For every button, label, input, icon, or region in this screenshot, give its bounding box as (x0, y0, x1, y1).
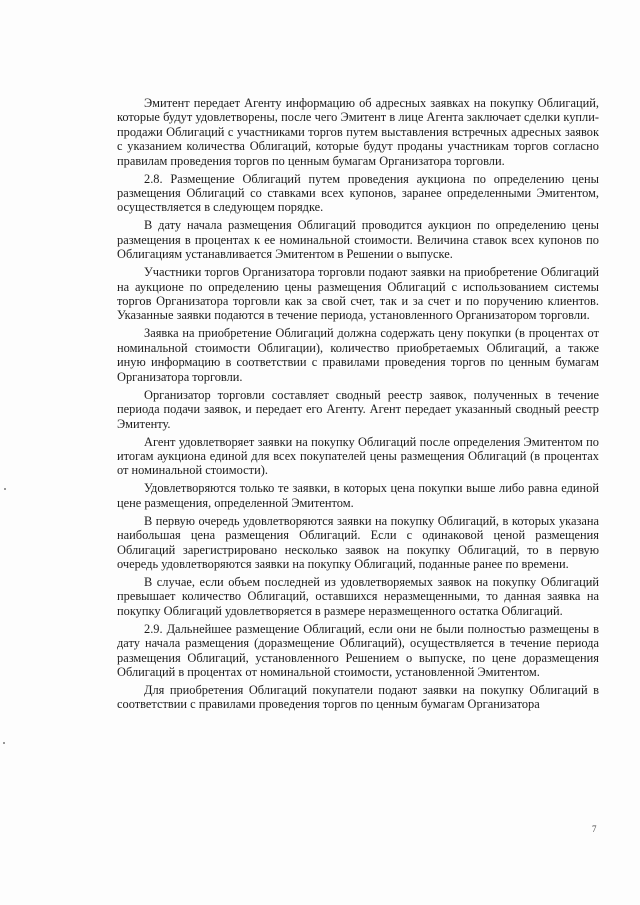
paragraph-agent-satisfies: Агент удовлетворяет заявки на покупку Облигаций после определения Эмитентом по итогам аукциона единой для всех покупателей цены размещения Облигаций (в процентах от номинальной стоимости). (117, 434, 599, 478)
paragraph-satisfied-only: Удовлетворяются только те заявки, в которых цена покупки выше либо равна единой цене размещения, определенной Эмитентом. (117, 481, 599, 510)
paragraph-purchase-orders: Для приобретения Облигаций покупатели подают заявки на покупку Облигаций в соответствии с правилами проведения торгов по ценным бумагам Организатора (117, 682, 599, 712)
paragraph-issuer-info: Эмитент передает Агенту информацию об адресных заявках на покупку Облигаций, которые будут удовлетворены, после чего Эмитент в лице Агента заключает сделки купли-продажи Облигаций с участниками торгов путем выставления встречных адресных заявок с указанием количества Облигаций, которые будут проданы участникам торгов согласно правилам проведения торгов по ценным бумагам Организатора торговли. (117, 96, 599, 168)
paragraph-2-8: 2.8. Размещение Облигаций путем проведения аукциона по определению цены размещения Облигаций со ставками всех купонов, заранее определенными Эмитентом, осуществляется в следующем порядке. (117, 171, 599, 215)
paragraph-summary-register: Организатор торговли составляет сводный реестр заявок, полученных в течение периода подачи заявок, и передает его Агенту. Агент передает указанный сводный реестр Эмитенту. (117, 387, 599, 431)
scan-speck (4, 488, 6, 490)
paragraph-2-9: 2.9. Дальнейшее размещение Облигаций, если они не были полностью размещены в дату начала размещения (доразмещение Облигаций), осуществляется в течение периода размещения Облигаций, установленного Решением о выпуске, по цене доразмещения Облигаций в процентах от номинальной стоимости, установленной Эмитентом. (117, 621, 599, 679)
document-body (117, 96, 599, 715)
paragraph-participants: Участники торгов Организатора торговли подают заявки на приобретение Облигаций на аукционе по определению цены размещения Облигаций с использованием системы торгов Организатора торговли как за свой счет, так и за счет и по поручению клиентов. Указанные заявки подаются в течение периода, установленного Организатором торговли. (117, 265, 599, 323)
paragraph-first-priority: В первую очередь удовлетворяются заявки на покупку Облигаций, в которых указана наибольшая цена размещения Облигаций. Если с одинаковой ценой размещения Облигаций зарегистрировано несколько заявок на покупку Облигаций, то в первую очередь удовлетворяются заявки на покупку Облигаций, поданные ранее по времени. (117, 513, 599, 571)
paragraph-order-content: Заявка на приобретение Облигаций должна содержать цену покупки (в процентах от номинальной стоимости Облигации), количество приобретаемых Облигаций, а также иную информацию в соответствии с правилами проведения торгов по ценным бумагам Организатора торговли. (117, 326, 599, 384)
scan-speck (3, 742, 5, 744)
paragraph-last-order: В случае, если объем последней из удовлетворяемых заявок на покупку Облигаций превышает количество Облигаций, оставшихся неразмещенными, то данная заявка на покупку Облигаций удовлетворяется в размере неразмещенного остатка Облигаций. (117, 574, 599, 618)
paragraph-auction-date: В дату начала размещения Облигаций проводится аукцион по определению цены размещения в процентах к ее номинальной стоимости. Величина ставок всех купонов по Облигациям устанавливается Эмитентом в Решении о выпуске. (117, 218, 599, 262)
page-number: 7 (592, 824, 597, 834)
